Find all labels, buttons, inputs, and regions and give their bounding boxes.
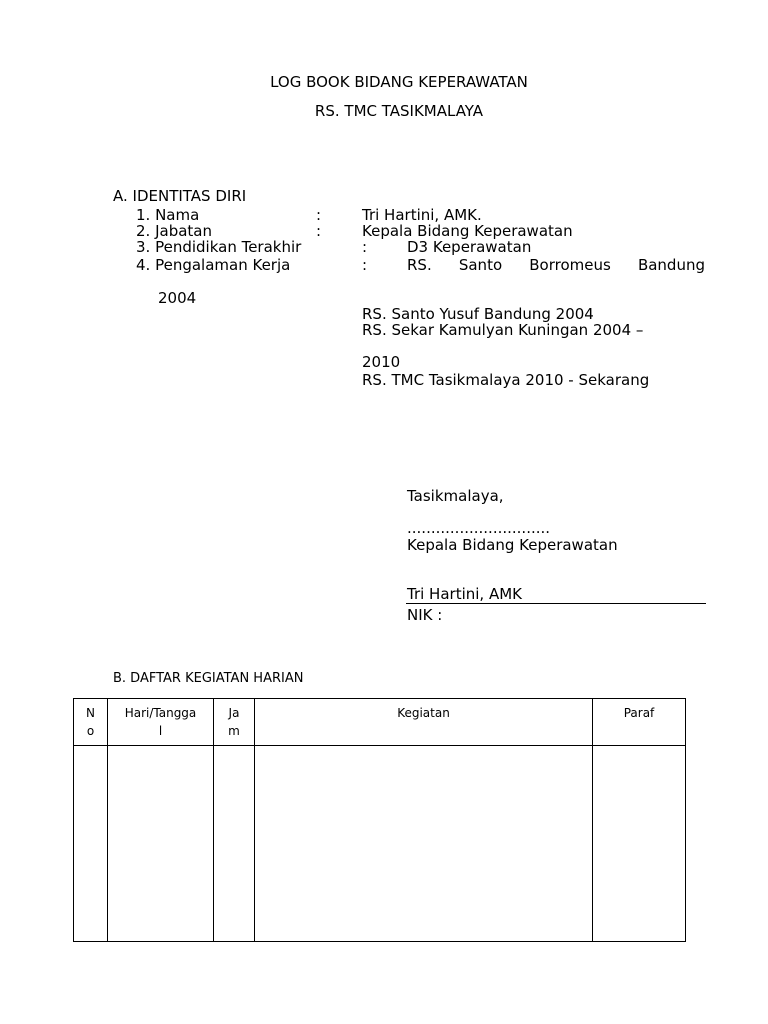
document-title: LOG BOOK BIDANG KEPERAWATAN [270,73,528,91]
column-header-signature [593,699,686,746]
label-nama: 1. Nama [136,206,200,224]
label-jabatan: 2. Jabatan [136,222,212,240]
table-cell [593,746,686,942]
separator-pengalaman: : [362,256,368,274]
signature-date-placeholder: .............................. [407,519,551,537]
label-pendidikan: 3. Pendidikan Terakhir [136,238,302,256]
separator-nama: : [316,206,322,224]
table-header-row [74,699,686,746]
separator-pendidikan: : [362,238,368,256]
signature-nik: NIK : [407,606,443,624]
experience-item-wrap: 2010 [362,353,401,371]
header-line: Ja [228,706,240,720]
activity-log-table [73,698,686,942]
header-line: Paraf [623,706,655,720]
header-line: Hari/Tangga [124,706,197,720]
table-cell [255,746,593,942]
value-pendidikan: D3 Keperawatan [407,238,532,256]
table-row [74,746,686,942]
section-a-heading: A. IDENTITAS DIRI [113,187,247,205]
section-b-heading: B. DAFTAR KEGIATAN HARIAN [113,671,304,686]
value-jabatan: Kepala Bidang Keperawatan [362,222,573,240]
column-header-no [74,699,108,746]
table-cell [108,746,214,942]
header-line: N [86,706,95,720]
signature-position: Kepala Bidang Keperawatan [407,536,618,554]
table-cell [74,746,108,942]
experience-word: Bandung [637,256,705,274]
signature-underline [406,603,706,604]
experience-item: RS. Santo Yusuf Bandung 2004 [362,305,594,323]
experience-year-wrap: 2004 [158,289,197,307]
hospital-name: RS. TMC TASIKMALAYA [314,102,484,120]
header-line: Kegiatan [397,706,450,720]
experience-item-text: RS. Sekar Kamulyan Kuningan 2004 – [362,321,644,339]
separator-jabatan: : [316,222,322,240]
experience-item [362,321,705,339]
column-header-activity [255,699,593,746]
value-pengalaman-line1 [407,256,705,274]
value-nama: Tri Hartini, AMK. [362,206,482,224]
column-header-time [214,699,255,746]
experience-word: RS. [407,256,432,274]
column-header-date [108,699,214,746]
table-cell [214,746,255,942]
header-line: o [86,724,95,738]
header-line: m [228,724,240,738]
experience-word: Santo [458,256,503,274]
label-pengalaman: 4. Pengalaman Kerja [136,256,291,274]
header-line: l [158,724,163,738]
experience-item: RS. TMC Tasikmalaya 2010 - Sekarang [362,371,650,389]
signature-name: Tri Hartini, AMK [407,585,522,603]
signature-place: Tasikmalaya, [407,487,504,505]
experience-word: Borromeus [529,256,611,274]
